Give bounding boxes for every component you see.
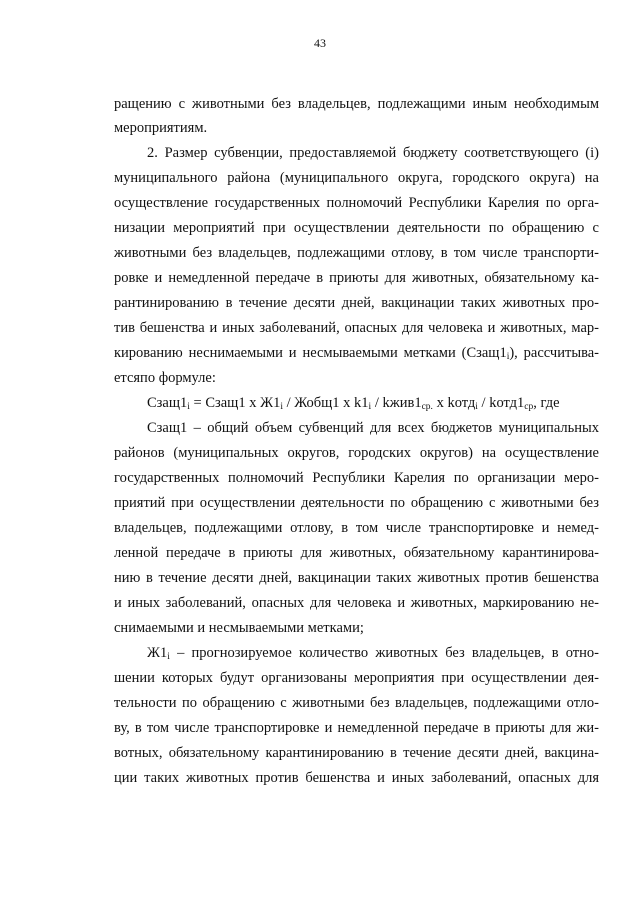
text-line: низации мероприятий при осуществлении деятельности по обращению с bbox=[114, 220, 599, 236]
text-line: вотных, обязательному карантинированию в течение десяти дней, вакцина- bbox=[114, 745, 599, 761]
text-line: снимаемыми и несмываемыми метками; bbox=[114, 620, 364, 636]
subscript: i bbox=[187, 402, 190, 412]
text-line: животными без владельцев, подлежащими отлову, в том числе транспорти- bbox=[114, 245, 599, 261]
text-line: приятий при осуществлении деятельности по обращению с животными без bbox=[114, 495, 599, 511]
text-line: тив бешенства и иных заболеваний, опасных для человека и животных, мар- bbox=[114, 320, 599, 336]
formula-term: / kотд1 bbox=[477, 395, 525, 411]
page-number: 43 bbox=[314, 36, 326, 50]
text-line: Сзащ1 – общий объем субвенций для всех бюджетов муниципальных bbox=[147, 420, 599, 436]
formula-term: = Сзащ1 x Ж1 bbox=[189, 395, 281, 411]
text-line: ленной передаче в приюты для животных, обязательному карантинирова- bbox=[114, 545, 599, 561]
text-line: нию в течение десяти дней, вакцинации таких животных против бешенства bbox=[114, 570, 599, 586]
text-line: рантинированию в течение десяти дней, вакцинации таких животных про- bbox=[114, 295, 599, 311]
text-line bbox=[114, 343, 599, 363]
text-segment: – прогнозируемое количество животных без владельцев, в отно- bbox=[169, 645, 599, 661]
text-line: ции таких животных против бешенства и иных заболеваний, опасных для bbox=[114, 770, 599, 786]
text-line bbox=[147, 643, 599, 663]
formula-term: Сзащ1 bbox=[147, 395, 188, 411]
text-line: ращению с животными без владельцев, подлежащими иным необходимым bbox=[114, 96, 599, 112]
subscript: i bbox=[506, 352, 510, 362]
text-segment: ), рассчитыва- bbox=[509, 345, 599, 361]
formula bbox=[147, 393, 599, 413]
formula-term: x kотд bbox=[432, 395, 476, 411]
subscript: i bbox=[368, 402, 372, 412]
subscript: i bbox=[280, 402, 283, 412]
text-line: и иных заболеваний, опасных для человека и животных, маркированию не- bbox=[114, 595, 599, 611]
text-line: етсяпо формуле: bbox=[114, 370, 216, 386]
subscript: i bbox=[475, 402, 478, 412]
text-line: ровке и немедленной передаче в приюты для животных, обязательному ка- bbox=[114, 270, 599, 286]
text-line: муниципального района (муниципального округа, городского округа) на bbox=[114, 170, 599, 186]
text-line: тельности по обращению с животными без владельцев, подлежащими отло- bbox=[114, 695, 599, 711]
text-line: районов (муниципальных округов, городских округов) на осуществление bbox=[114, 445, 599, 461]
formula-term: / Жобщ1 x k1 bbox=[282, 395, 369, 411]
text-line: мероприятиям. bbox=[114, 120, 208, 136]
subscript: i bbox=[167, 652, 170, 662]
text-segment: кированию неснимаемыми и несмываемыми метками (Сзащ1 bbox=[114, 345, 507, 361]
text-line: осуществление государственных полномочий Республики Карелия по орга- bbox=[114, 195, 599, 211]
subscript: ср. bbox=[421, 402, 433, 412]
formula-term: , где bbox=[533, 395, 560, 411]
text-line: владельцев, подлежащими отлову, в том числе транспортировке и немед- bbox=[114, 520, 599, 536]
subscript: ср bbox=[524, 402, 534, 412]
text-line: шении которых будут организованы мероприятия при осуществлении дея- bbox=[114, 670, 599, 686]
text-line: ву, в том числе транспортировке и немедленной передаче в приюты для жи- bbox=[114, 720, 599, 736]
text-segment: Ж1 bbox=[147, 645, 168, 661]
text-line: государственных полномочий Республики Карелия по организации меро- bbox=[114, 470, 599, 486]
formula-term: / kжив1 bbox=[371, 395, 422, 411]
text-line: 2. Размер субвенции, предоставляемой бюджету соответствующего (i) bbox=[147, 145, 599, 161]
